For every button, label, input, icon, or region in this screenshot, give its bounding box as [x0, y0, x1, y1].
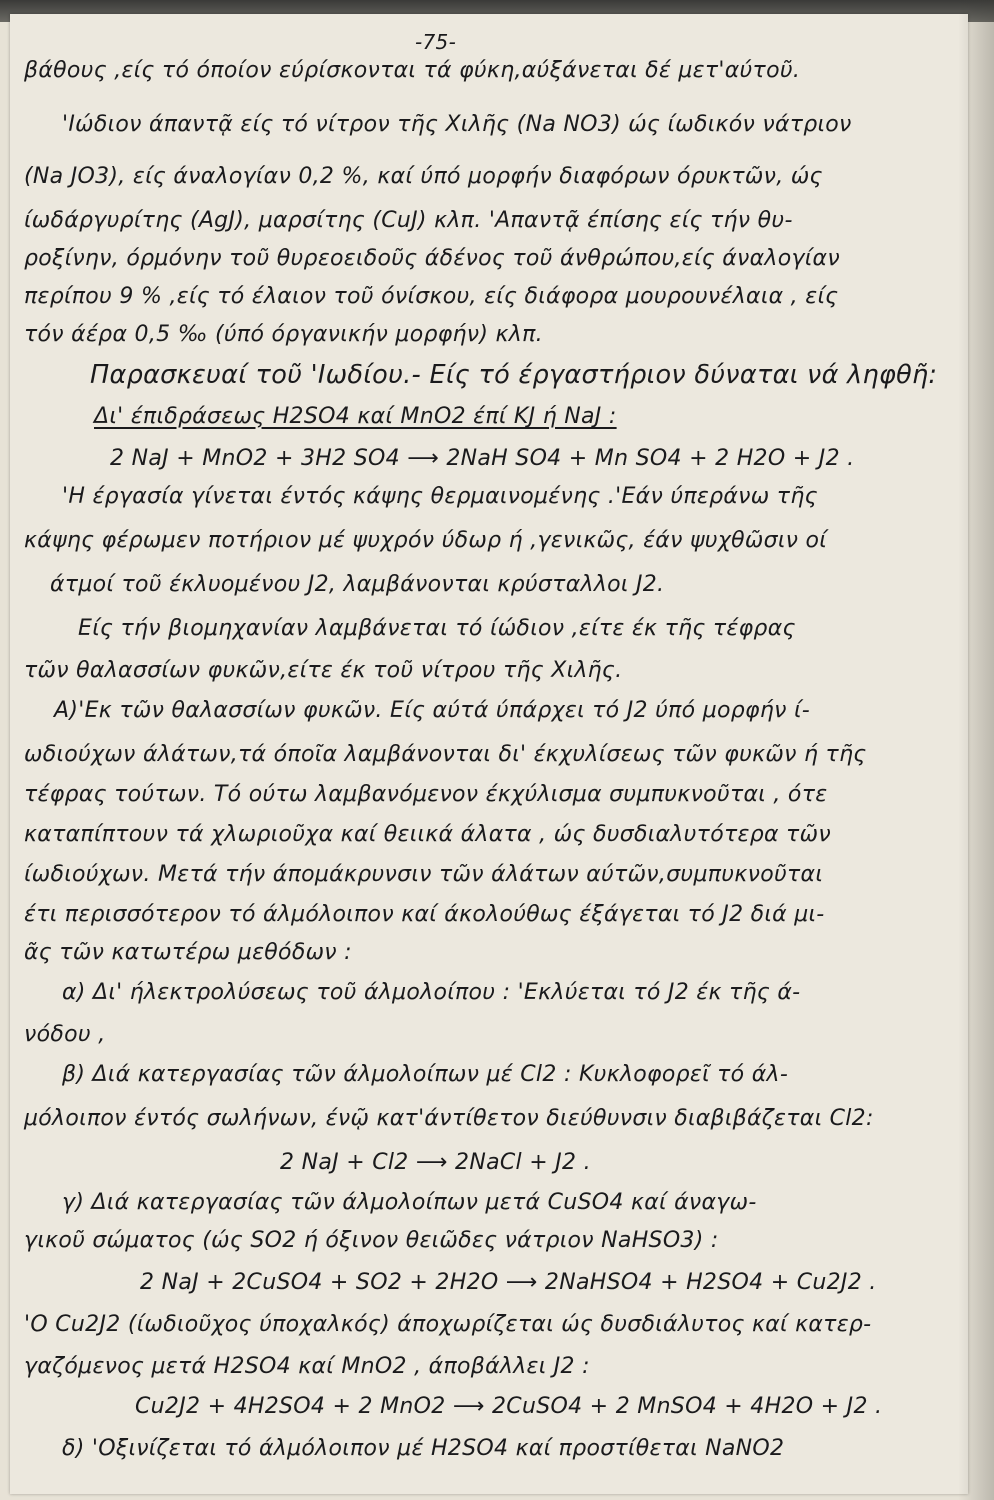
text-line: 'Ιώδιον άπαντᾷ είς τό νίτρον τῆς Χιλῆς (Na NO3) ώς ίωδικόν νάτριον — [62, 112, 852, 137]
text-line: 'Ο Cu2J2 (ίωδιοῦχος ύποχαλκός) άποχωρίζεται ώς δυσδιάλυτος καί κατερ- — [24, 1312, 872, 1337]
subsection-a: A)'Εκ τῶν θαλασσίων φυκῶν. Είς αύτά ύπάρχει τό J2 ύπό μορφήν ί- — [54, 698, 810, 723]
page-edge-shadow — [958, 0, 994, 1500]
equation: 2 NaJ + 2CuSO4 + SO2 + 2H2O ⟶ 2NaHSO4 + H2SO4 + Cu2J2 . — [140, 1270, 877, 1295]
text-line: ωδιούχων άλάτων,τά όποῖα λαμβάνονται δι' έκχυλίσεως τῶν φυκῶν ή τῆς — [24, 742, 867, 767]
text-line: Είς τήν βιομηχανίαν λαμβάνεται τό ίώδιον ,είτε έκ τῆς τέφρας — [78, 616, 796, 641]
equation: Cu2J2 + 4H2SO4 + 2 MnO2 ⟶ 2CuSO4 + 2 MnSO4 + 4H2O + J2 . — [135, 1394, 883, 1419]
subheading: Δι' έπιδράσεως H2SO4 καί MnO2 έπί KJ ή NaJ : — [94, 404, 617, 429]
text-line: (Na JO3), είς άναλογίαν 0,2 %, καί ύπό μορφήν διαφόρων όρυκτῶν, ώς — [24, 164, 823, 189]
text-line: νόδου , — [24, 1022, 106, 1047]
equation: 2 NaJ + Cl2 ⟶ 2NaCl + J2 . — [280, 1150, 591, 1175]
text-line: τέφρας τούτων. Τό ούτω λαμβανόμενον έκχύλισμα συμπυκνοῦται , ότε — [24, 782, 828, 807]
text-line: τόν άέρα 0,5 ‰ (ύπό όργανικήν μορφήν) κλπ. — [24, 322, 543, 347]
equation: 2 NaJ + MnO2 + 3H2 SO4 ⟶ 2NaH SO4 + Mn SO4 + 2 H2O + J2 . — [110, 446, 855, 471]
text-line: γαζόμενος μετά H2SO4 καί MnO2 , άποβάλλει J2 : — [24, 1354, 590, 1379]
text-line: καταπίπτουν τά χλωριοῦχα καί θειικά άλατα , ώς δυσδιαλυτότερα τῶν — [24, 822, 831, 847]
text-line: μόλοιπον έντός σωλήνων, ένῷ κατ'άντίθετον διεύθυνσιν διαβιβάζεται Cl2: — [24, 1106, 874, 1131]
text-line: τῶν θαλασσίων φυκῶν,είτε έκ τοῦ νίτρου τῆς Χιλῆς. — [24, 658, 623, 683]
method-alpha: α) Δι' ήλεκτρολύσεως τοῦ άλμολοίπου : 'Εκλύεται τό J2 έκ τῆς ά- — [62, 980, 801, 1005]
text-line: ροξίνην, όρμόνην τοῦ θυρεοειδοῦς άδένος τοῦ άνθρώπου,είς άναλογίαν — [24, 246, 840, 271]
text-line: ᾶς τῶν κατωτέρω μεθόδων : — [24, 940, 352, 965]
text-line: άτμοί τοῦ έκλυομένου J2, λαμβάνονται κρύσταλλοι J2. — [50, 572, 665, 597]
text-line: 'Η έργασία γίνεται έντός κάψης θερμαινομένης .'Εάν ύπεράνω τῆς — [62, 484, 818, 509]
text-line: ίωδάργυρίτης (AgJ), μαρσίτης (CuJ) κλπ. 'Απαντᾷ έπίσης είς τήν θυ- — [24, 208, 793, 233]
page-number: -75- — [415, 30, 457, 54]
method-gamma: γ) Διά κατεργασίας τῶν άλμολοίπων μετά CuSO4 καί άναγω- — [62, 1190, 757, 1215]
text-line: βάθους ,είς τό όποίον εύρίσκονται τά φύκη,αύξάνεται δέ μετ'αύτοῦ. — [24, 58, 801, 83]
method-beta: β) Διά κατεργασίας τῶν άλμολοίπων μέ Cl2 : Κυκλοφορεῖ τό άλ- — [62, 1062, 789, 1087]
method-delta: δ) 'Οξινίζεται τό άλμόλοιπον μέ H2SO4 καί προστίθεται NaNO2 — [62, 1436, 785, 1461]
text-line: γικοῦ σώματος (ώς SO2 ή όξινον θειῶδες νάτριον NaHSO3) : — [24, 1228, 719, 1253]
section-heading: Παρασκευαί τοῦ 'Ιωδίου.- Είς τό έργαστήριον δύναται νά ληφθῆ: — [90, 360, 938, 390]
text-line: περίπου 9 % ,είς τό έλαιον τοῦ όνίσκου, είς διάφορα μουρουνέλαια , είς — [24, 284, 839, 309]
text-line: κάψης φέρωμεν ποτήριον μέ ψυχρόν ύδωρ ή ,γενικῶς, έάν ψυχθῶσιν οί — [24, 528, 828, 553]
handwritten-page — [10, 14, 968, 1494]
text-line: ίωδιούχων. Μετά τήν άπομάκρυνσιν τῶν άλάτων αύτῶν,συμπυκνοῦται — [24, 862, 824, 887]
text-line: έτι περισσότερον τό άλμόλοιπον καί άκολούθως έξάγεται τό J2 διά μι- — [24, 902, 825, 927]
